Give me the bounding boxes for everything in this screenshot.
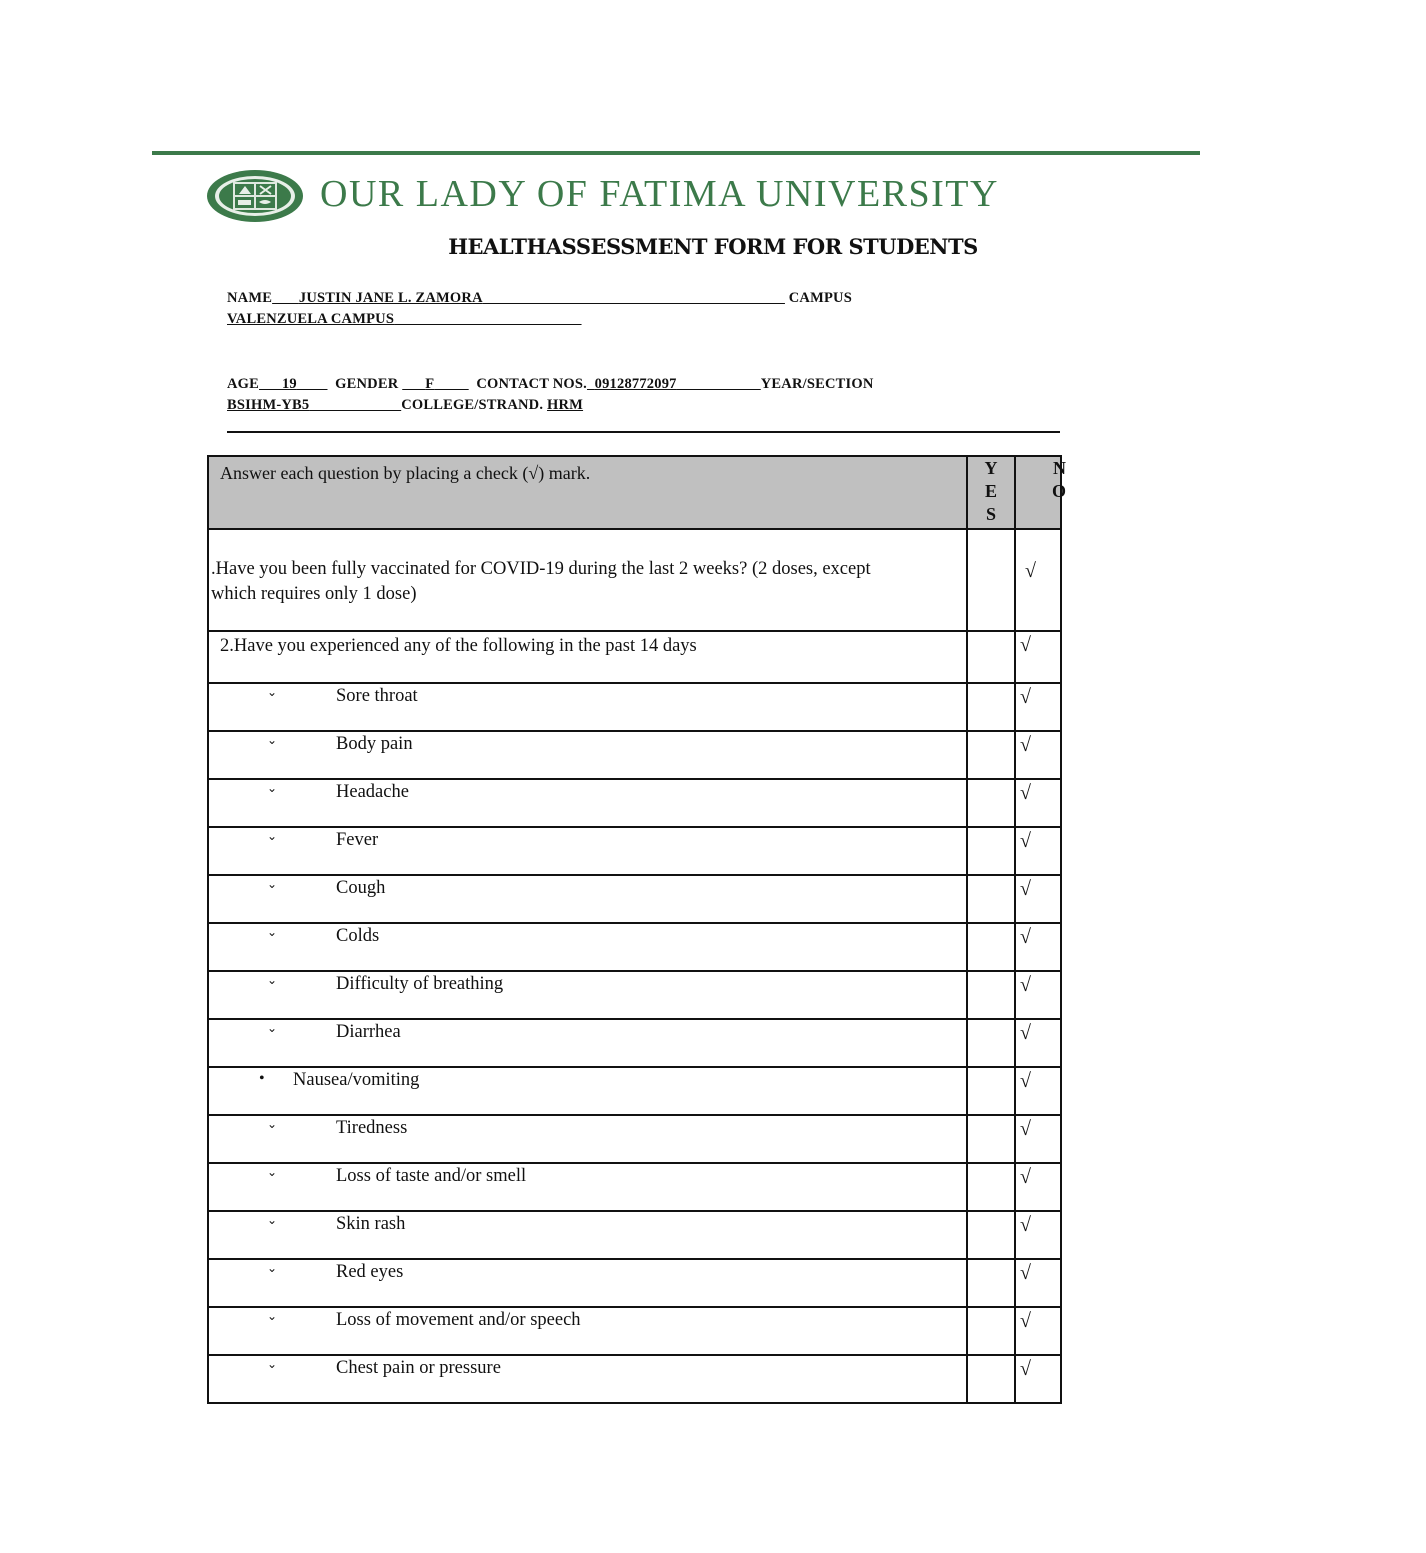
yes-cell[interactable] xyxy=(967,1115,1015,1163)
symptom-row xyxy=(208,1019,1061,1067)
contact-label: CONTACT NOS. xyxy=(476,376,587,392)
symptom-row xyxy=(208,779,1061,827)
symptom-label: Chest pain or pressure xyxy=(336,1358,501,1378)
no-column-header: N O xyxy=(1015,456,1061,529)
symptom-row xyxy=(208,1115,1061,1163)
symptom-row xyxy=(208,827,1061,875)
university-banner xyxy=(0,160,1200,230)
check-mark: √ xyxy=(1020,1214,1031,1236)
age-label: AGE xyxy=(227,376,260,392)
no-cell[interactable] xyxy=(1015,683,1061,731)
symptom-row xyxy=(208,1307,1061,1355)
form-title: HEALTHASSESSMENT FORM FOR STUDENTS xyxy=(448,234,978,259)
bullet-icon: ⌄ xyxy=(267,685,278,699)
age-value: 19 xyxy=(281,376,297,392)
bullet-icon: ⌄ xyxy=(267,1117,278,1131)
check-mark: √ xyxy=(1020,830,1031,852)
yes-cell[interactable] xyxy=(967,1355,1015,1403)
no-cell[interactable] xyxy=(1015,1355,1061,1403)
bullet-icon: ⌄ xyxy=(267,781,278,795)
campus-label: CAMPUS xyxy=(788,290,852,306)
college-label: COLLEGE/STRAND. xyxy=(401,397,544,413)
yes-cell[interactable] xyxy=(967,1211,1015,1259)
details-line xyxy=(227,376,874,393)
campus-line xyxy=(227,311,582,328)
bullet-icon: ⌄ xyxy=(267,1213,278,1227)
symptom-label: Body pain xyxy=(336,734,413,754)
gender-value: F xyxy=(425,376,435,392)
check-mark: √ xyxy=(1020,1022,1031,1044)
check-mark: √ xyxy=(1020,1166,1031,1188)
name-line xyxy=(227,290,852,307)
college-value: HRM xyxy=(547,397,584,413)
yes-cell[interactable] xyxy=(967,1307,1015,1355)
question-row-2 xyxy=(208,631,1061,683)
yes-cell[interactable] xyxy=(967,971,1015,1019)
check-mark: √ xyxy=(1020,1070,1031,1092)
year-section-label: YEAR/SECTION xyxy=(760,376,874,392)
no-cell[interactable] xyxy=(1015,1211,1061,1259)
bullet-icon: • xyxy=(259,1070,265,1087)
gender-label: GENDER xyxy=(335,376,399,392)
yes-cell[interactable] xyxy=(967,779,1015,827)
yes-cell[interactable] xyxy=(967,631,1015,683)
check-mark: √ xyxy=(1020,686,1031,708)
question-1-text: .Have you been fully vaccinated for COVID-19 during the last 2 weeks? (2 doses, except which requires only 1 dose) xyxy=(211,559,871,604)
no-cell[interactable] xyxy=(1015,827,1061,875)
yes-cell[interactable] xyxy=(967,529,1015,631)
symptom-label: Difficulty of breathing xyxy=(336,974,504,994)
bullet-icon: ⌄ xyxy=(267,1165,278,1179)
bullet-icon: ⌄ xyxy=(267,1357,278,1371)
yes-cell[interactable] xyxy=(967,731,1015,779)
symptom-label: Red eyes xyxy=(336,1262,404,1282)
check-mark: √ xyxy=(1025,560,1036,582)
symptom-row xyxy=(208,731,1061,779)
no-cell[interactable] xyxy=(1015,1307,1061,1355)
check-mark: √ xyxy=(1020,1262,1031,1284)
symptom-row xyxy=(208,875,1061,923)
symptom-label: Fever xyxy=(336,830,379,850)
section-divider xyxy=(227,431,1060,433)
yes-cell[interactable] xyxy=(967,875,1015,923)
yes-cell[interactable] xyxy=(967,827,1015,875)
no-cell[interactable] xyxy=(1015,1163,1061,1211)
symptom-row xyxy=(208,683,1061,731)
no-cell[interactable] xyxy=(1015,529,1061,631)
yes-column-header: Y E S xyxy=(967,456,1015,529)
check-mark: √ xyxy=(1020,926,1031,948)
symptom-row xyxy=(208,1163,1061,1211)
bullet-icon: ⌄ xyxy=(267,829,278,843)
symptom-label: Sore throat xyxy=(336,686,418,706)
question-row-1 xyxy=(208,529,1061,631)
symptom-label: Headache xyxy=(336,782,409,802)
check-mark: √ xyxy=(1020,1118,1031,1140)
check-mark: √ xyxy=(1020,974,1031,996)
yes-cell[interactable] xyxy=(967,1163,1015,1211)
health-questionnaire-table xyxy=(207,455,1066,1404)
bullet-icon: ⌄ xyxy=(267,877,278,891)
instruction-text: Answer each question by placing a check (√) mark. xyxy=(220,463,591,483)
no-cell[interactable] xyxy=(1015,779,1061,827)
check-mark: √ xyxy=(1020,782,1031,804)
symptom-label: Nausea/vomiting xyxy=(293,1070,420,1090)
no-cell[interactable] xyxy=(1015,1067,1061,1115)
college-line xyxy=(227,397,583,414)
no-cell[interactable] xyxy=(1015,875,1061,923)
yes-cell[interactable] xyxy=(967,683,1015,731)
no-cell[interactable] xyxy=(1015,971,1061,1019)
bullet-icon: ⌄ xyxy=(267,733,278,747)
check-mark: √ xyxy=(1020,734,1031,756)
bullet-icon: ⌄ xyxy=(267,1021,278,1035)
no-cell[interactable] xyxy=(1015,631,1061,683)
check-mark: √ xyxy=(1020,1310,1031,1332)
symptom-label: Cough xyxy=(336,878,386,898)
no-cell[interactable] xyxy=(1015,923,1061,971)
yes-cell[interactable] xyxy=(967,1259,1015,1307)
symptom-label: Loss of taste and/or smell xyxy=(336,1166,527,1186)
symptom-row xyxy=(208,923,1061,971)
symptom-row xyxy=(208,971,1061,1019)
symptom-row xyxy=(208,1067,1061,1115)
bullet-icon: ⌄ xyxy=(267,1309,278,1323)
check-mark: √ xyxy=(1020,634,1031,656)
no-cell[interactable] xyxy=(1015,1259,1061,1307)
bullet-icon: ⌄ xyxy=(267,1261,278,1275)
no-cell[interactable] xyxy=(1015,1019,1061,1067)
check-mark: √ xyxy=(1020,878,1031,900)
bullet-icon: ⌄ xyxy=(267,973,278,987)
university-name: OUR LADY OF FATIMA UNIVERSITY xyxy=(320,173,999,215)
symptom-label: Loss of movement and/or speech xyxy=(336,1310,581,1330)
symptom-row xyxy=(208,1211,1061,1259)
header-rule xyxy=(152,151,1200,155)
year-section-value: BSIHM-YB5 xyxy=(227,397,310,413)
symptom-row xyxy=(208,1355,1061,1403)
symptom-label: Skin rash xyxy=(336,1214,406,1234)
symptom-label: Tiredness xyxy=(336,1118,408,1138)
campus-value: VALENZUELA CAMPUS xyxy=(227,311,395,327)
yes-cell[interactable] xyxy=(967,1067,1015,1115)
table-header-row xyxy=(208,456,1061,529)
symptom-label: Diarrhea xyxy=(336,1022,401,1042)
no-cell[interactable] xyxy=(1015,1115,1061,1163)
name-value: JUSTIN JANE L. ZAMORA xyxy=(298,290,483,306)
name-label: NAME xyxy=(227,290,273,306)
symptom-row xyxy=(208,1259,1061,1307)
yes-cell[interactable] xyxy=(967,1019,1015,1067)
no-cell[interactable] xyxy=(1015,731,1061,779)
question-2-text: 2.Have you experienced any of the following in the past 14 days xyxy=(220,636,697,656)
contact-value: 09128772097 xyxy=(594,376,677,392)
check-mark: √ xyxy=(1020,1358,1031,1380)
symptom-label: Colds xyxy=(336,926,380,946)
bullet-icon: ⌄ xyxy=(267,925,278,939)
yes-cell[interactable] xyxy=(967,923,1015,971)
